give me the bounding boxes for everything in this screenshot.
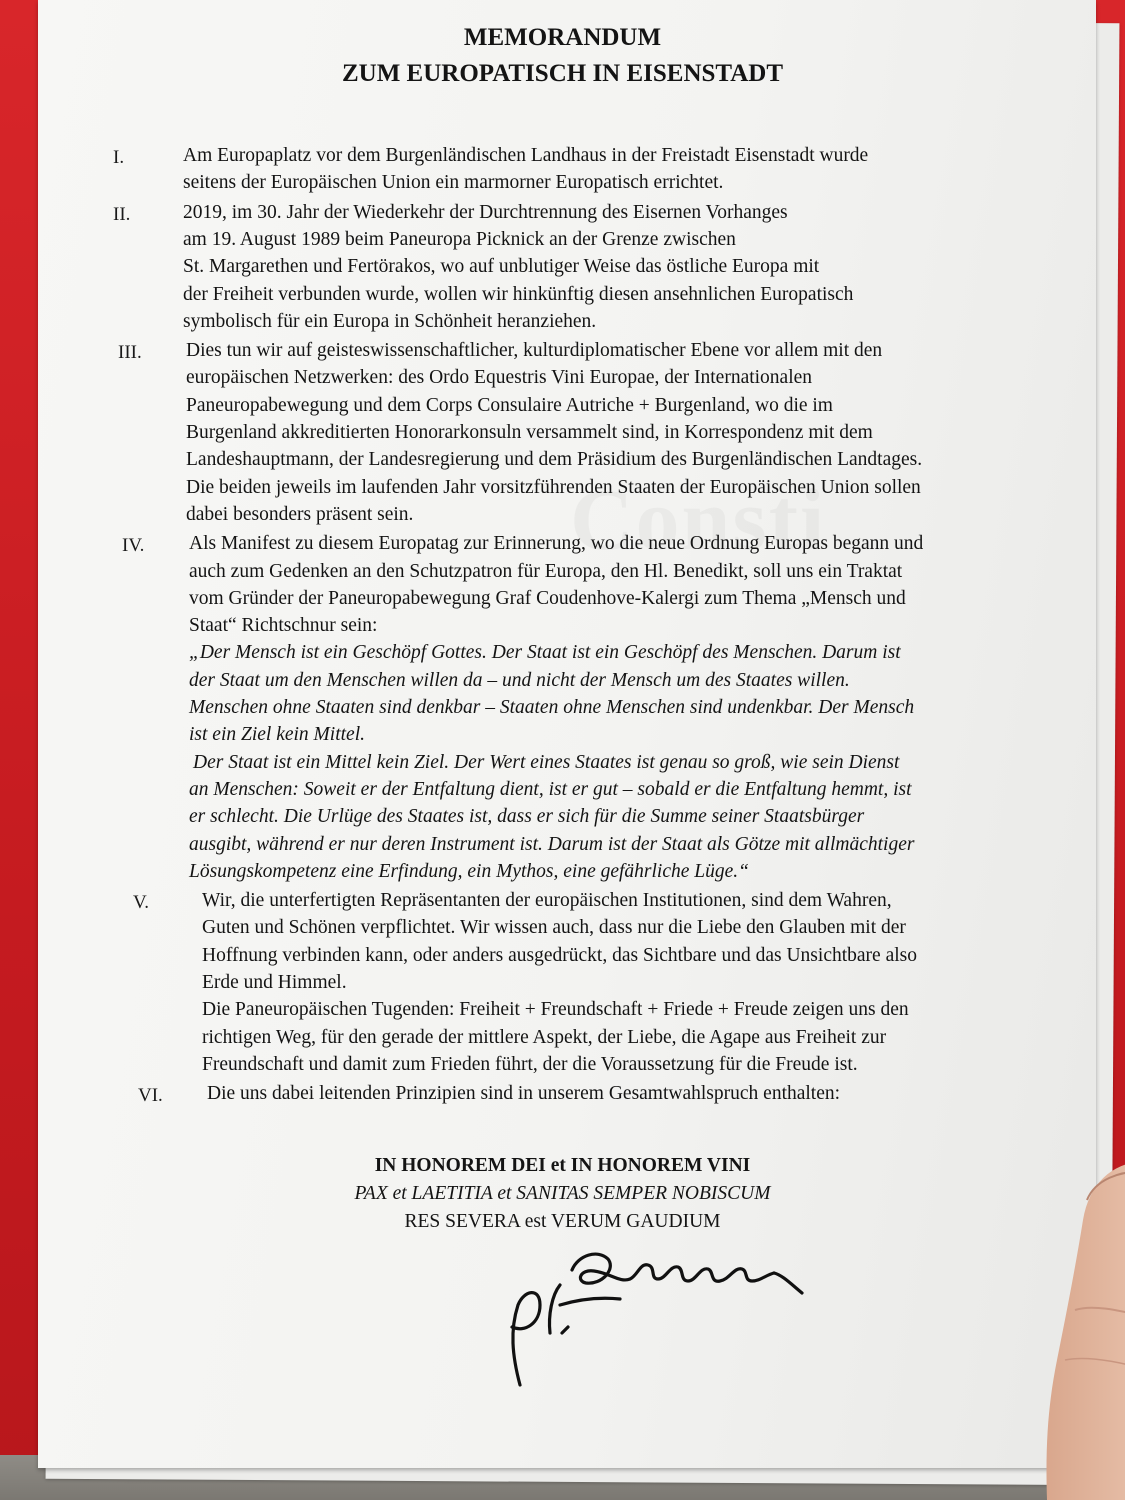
section-text-line: Staat“ Richtschnur sein:	[189, 615, 378, 637]
section-number: I.	[113, 147, 125, 168]
section-text-line: Freundschaft und damit zum Frieden führt, der die Voraussetzung für die Freude ist.	[202, 1053, 858, 1075]
section-text-line: dabei besonders präsent sein.	[186, 503, 414, 525]
section-number: III.	[118, 342, 142, 364]
quote-line: er schlecht. Die Urlüge des Staates ist, dass er sich für die Summe seiner Staatsbürger	[189, 806, 865, 828]
section-text-line: seitens der Europäischen Union ein marmorner Europatisch errichtet.	[183, 172, 724, 194]
quote-line: „Der Mensch ist ein Geschöpf Gottes. Der Staat ist ein Geschöpf des Menschen. Darum ist	[189, 642, 901, 664]
section-text-line: St. Margarethen und Fertörakos, wo auf unblutiger Weise das östliche Europa mit	[183, 256, 820, 278]
section-text-line: Burgenland akkreditierten Honorarkonsuln versammelt sind, in Korrespondenz mit dem	[186, 422, 873, 443]
section-text-line: der Freiheit verbunden wurde, wollen wir hinkünftig diesen ansehnlichen Europatisch	[183, 283, 854, 305]
section-text-line: Wir, die unterfertigten Repräsentanten der europäischen Institutionen, sind dem Wahren,	[202, 890, 892, 912]
quote-line: Menschen ohne Staaten sind denkbar – Staaten ohne Menschen sind undenkbar. Der Mensch	[189, 697, 915, 718]
thumb	[1035, 1160, 1125, 1500]
section-text-line: vom Gründer der Paneuropabewegung Graf Coudenhove-Kalergi zum Thema „Mensch und	[189, 587, 906, 609]
section-text-line: symbolisch für ein Europa in Schönheit heranziehen.	[183, 310, 597, 332]
motto-line-3: RES SEVERA est VERUM GAUDIUM	[404, 1211, 721, 1232]
quote-line: der Staat um den Menschen willen da – und nicht der Mensch um des Staates willen.	[189, 669, 850, 691]
section-text-line: europäischen Netzwerken: des Ordo Equestris Vini Europae, der Internationalen	[186, 367, 813, 389]
handwritten-signature	[490, 1235, 820, 1390]
document-title-line-2: ZUM EUROPATISCH IN EISENSTADT	[341, 60, 784, 87]
quote-line: ist ein Ziel kein Mittel.	[189, 724, 366, 746]
section-text-line: Dies tun wir auf geisteswissenschaftlicher, kulturdiplomatischer Ebene vor allem mit den	[186, 340, 883, 362]
section-text-line: am 19. August 1989 beim Paneuropa Picknick an der Grenze zwischen	[183, 228, 736, 250]
section-text-line: 2019, im 30. Jahr der Wiederkehr der Durchtrennung des Eisernen Vorhanges	[183, 201, 788, 223]
quote-line: an Menschen: Soweit er der Entfaltung dient, ist er gut – sobald er die Entfaltung hemmt, ist	[189, 778, 912, 800]
quote-line: ausgibt, während er nur deren Instrument ist. Darum ist der Staat als Götze mit allmächtiger	[189, 833, 915, 855]
section-text-line: Hoffnung verbinden kann, oder anders ausgedrückt, das Sichtbare und das Unsichtbare also	[202, 944, 917, 966]
quote-line: Lösungskompetenz eine Erfindung, ein Mythos, eine gefährliche Lüge.“	[189, 860, 749, 882]
section-number: II.	[113, 203, 131, 225]
section-text-line: Landeshauptmann, der Landesregierung und dem Präsidium des Burgenländischen Landtages.	[186, 449, 923, 471]
section-text-line: richtigen Weg, für den gerade der mittlere Aspekt, der Liebe, die Agape aus Freiheit zur	[202, 1026, 887, 1048]
document-title-line-1: MEMORANDUM	[463, 24, 662, 51]
section-number: V.	[133, 892, 150, 914]
section-text-line: Die beiden jeweils im laufenden Jahr vorsitzführenden Staaten der Europäischen Union sollen	[186, 476, 921, 498]
section-text-line: Die uns dabei leitenden Prinzipien sind in unserem Gesamtwahlspruch enthalten:	[207, 1083, 841, 1105]
section-text-line: Erde und Himmel.	[202, 972, 347, 993]
section-text-line: Am Europaplatz vor dem Burgenländischen Landhaus in der Freistadt Eisenstadt wurde	[183, 145, 869, 166]
motto-line-1: IN HONOREM DEI et IN HONOREM VINI	[374, 1155, 751, 1176]
section-text-line: Guten und Schönen verpflichtet. Wir wissen auch, dass nur die Liebe den Glauben mit der	[202, 917, 906, 939]
motto-line-2: PAX et LAETITIA et SANITAS SEMPER NOBISCUM	[354, 1183, 771, 1204]
quote-line: Der Staat ist ein Mittel kein Ziel. Der Wert eines Staates ist genau so groß, wie sein Dienst	[193, 751, 900, 773]
section-text-line: Paneuropabewegung und dem Corps Consulaire Autriche + Burgenland, wo die im	[186, 394, 833, 416]
section-text-line: Als Manifest zu diesem Europatag zur Erinnerung, wo die neue Ordnung Europas begann und	[189, 533, 924, 555]
section-number: IV.	[122, 535, 145, 557]
section-text-line: auch zum Gedenken an den Schutzpatron für Europa, den Hl. Benedikt, soll uns ein Traktat	[189, 560, 903, 582]
section-number: VI.	[138, 1085, 163, 1107]
section-text-line: Die Paneuropäischen Tugenden: Freiheit + Freundschaft + Friede + Freude zeigen uns den	[202, 999, 909, 1021]
